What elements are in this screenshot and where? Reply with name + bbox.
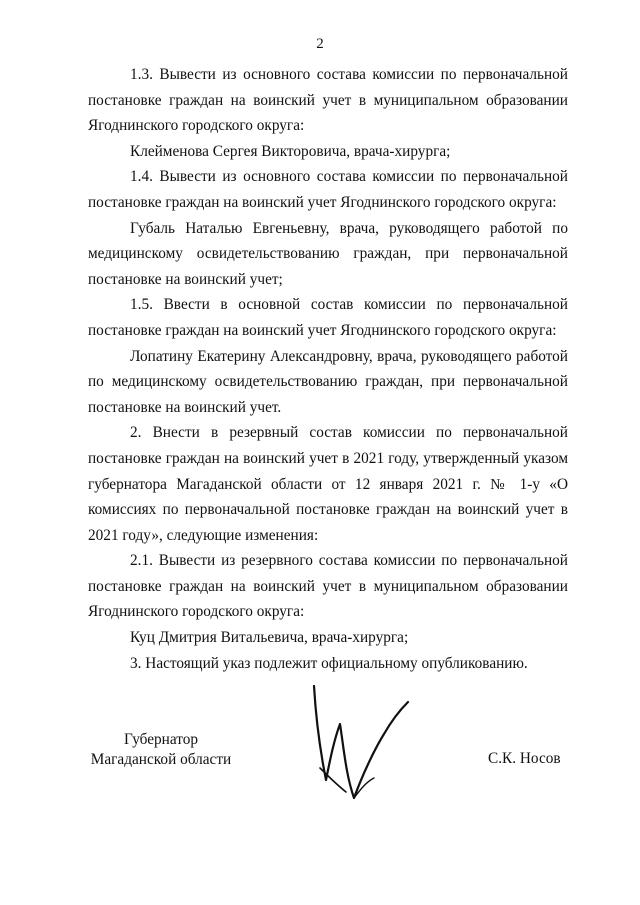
paragraph-2-1: 2.1. Вывести из резервного состава комиссии по первоначальной постановке граждан на воинский учет в муниципальном образовании Ягоднинского городского округа: [88,552,568,621]
paragraph-1-5: 1.5. Ввести в основной состав комиссии по первоначальной постановке граждан на воинский учет Ягоднинского городского округа: [88,296,568,339]
page-number: 2 [316,36,324,52]
paragraph-person-4: Куц Дмитрия Витальевича, врача-хирурга; [130,629,409,647]
signatory-name: С.К. Носов [488,750,561,767]
paragraph-2: 2. Внести в резервный состав комиссии по первоначальной постановке граждан на воинский учет в 2021 году, утвержденный указом губернатора Магаданской области от 12 января 2021 г. № 1-у «О комиссиях по первоначальной постановке граждан на воинский учет в 2021 году», следующие изменения: [88,424,568,544]
document-body [88,62,568,676]
handwritten-signature [300,680,420,810]
signatory-title-line-1: Губернатор [123,731,199,748]
signatory-title-line-2: Магаданской области [90,751,232,768]
paragraph-person-1: Клейменова Сергея Викторовича, врача-хирурга; [130,142,451,160]
signatory-title [86,730,236,770]
paragraph-3: 3. Настоящий указ подлежит официальному опубликованию. [130,654,528,672]
paragraph-person-2: Губаль Наталью Евгеньевну, врача, руководящего работой по медицинскому освидетельствованию граждан, при первоначальной постановке на воинский учет; [88,219,568,288]
paragraph-1-4: 1.4. Вывести из основного состава комиссии по первоначальной постановке граждан на воинский учет Ягоднинского городского округа: [88,168,568,211]
paragraph-1-3: 1.3. Вывести из основного состава комиссии по первоначальной постановке граждан на воинский учет в муниципальном образовании Ягоднинского городского округа: [88,66,568,135]
paragraph-person-3: Лопатину Екатерину Александровну, врача, руководящего работой по медицинскому освидетельствованию граждан, при первоначальной постановке на воинский учет. [88,347,568,416]
